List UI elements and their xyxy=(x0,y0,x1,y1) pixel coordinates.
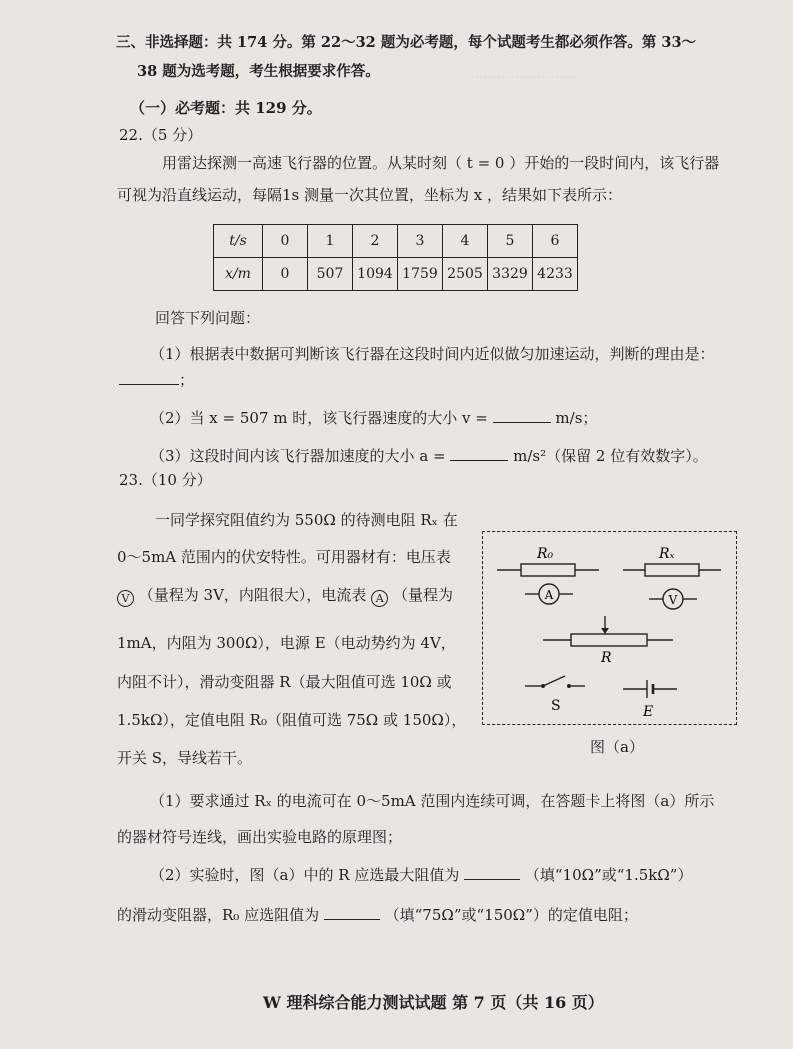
table-cell: 3 xyxy=(398,225,443,258)
q23-p5: 内阻不计），滑动变阻器 R（最大阻值可选 10Ω 或 xyxy=(117,673,452,691)
resistor-rx xyxy=(623,546,721,576)
table-cell: 6 xyxy=(533,225,578,258)
answer-blank[interactable] xyxy=(119,370,179,385)
label-s: S xyxy=(551,698,561,714)
resistor-r0 xyxy=(497,546,599,576)
q23-p1: 一同学探究阻值约为 550Ω 的待测电阻 Rₓ 在 xyxy=(155,511,458,529)
switch-s xyxy=(525,676,585,714)
q23-part1-b: 的器材符号连线，画出实验电路的原理图； xyxy=(117,828,403,846)
table-cell: 4233 xyxy=(533,258,578,291)
q23-p3 xyxy=(117,585,453,607)
answer-blank[interactable] xyxy=(493,408,551,423)
q23-p6: 1.5kΩ），定值电阻 R₀（阻值可选 75Ω 或 150Ω）， xyxy=(117,711,467,729)
table-cell: 2 xyxy=(353,225,398,258)
q22-part2-text: （2）当 x = 507 m 时，该飞行器速度的大小 v = xyxy=(150,409,488,427)
q23-p4: 1mA，内阻为 300Ω），电源 E（电动势约为 4V， xyxy=(117,634,456,652)
table-cell: 1759 xyxy=(398,258,443,291)
label-rx: Rₓ xyxy=(659,546,675,562)
table-cell: 5 xyxy=(488,225,533,258)
q23-number: 23.（10 分） xyxy=(119,471,212,489)
section-header: 三、非选择题：共 174 分。第 22～32 题为必考题，每个试题考生都必须作答。第 33～ xyxy=(116,34,697,51)
table-cell: 3329 xyxy=(488,258,533,291)
q23-part1-a: （1）要求通过 Rₓ 的电流可在 0～5mA 范围内连续可调，在答题卡上将图（a）所示 xyxy=(150,792,715,810)
q22-part3-text: （3）这段时间内该飞行器加速度的大小 a = xyxy=(150,447,446,465)
table-cell: 507 xyxy=(308,258,353,291)
q23-part2-c: 的滑动变阻器，R₀ 应选阻值为 xyxy=(117,906,320,924)
q22-intro-1: 用雷达探测一高速飞行器的位置。从某时刻（ t = 0 ）开始的一段时间内，该飞行器 xyxy=(162,154,720,172)
q23-part2-d: （填“75Ω”或“150Ω”）的定值电阻； xyxy=(384,906,638,924)
q22-data-table xyxy=(213,224,578,291)
answer-blank[interactable] xyxy=(324,905,380,920)
table-cell: 1094 xyxy=(353,258,398,291)
q22-part1-end: ； xyxy=(179,371,195,389)
table-row-position xyxy=(214,258,578,291)
q23-part2-line1 xyxy=(150,865,692,885)
answer-blank[interactable] xyxy=(450,446,508,461)
figure-caption: 图（a） xyxy=(590,738,644,756)
q22-part3-unit: m/s²（保留 2 位有效数字）。 xyxy=(513,447,708,465)
q22-part3 xyxy=(150,446,708,466)
label-e: E xyxy=(643,704,654,720)
table-cell: 0 xyxy=(263,225,308,258)
ammeter xyxy=(525,584,573,604)
circuit-components-svg xyxy=(483,532,736,724)
label-v: V xyxy=(668,593,678,607)
q23-p3b-text: （量程为 xyxy=(393,586,454,604)
q22-number: 22.（5 分） xyxy=(119,126,203,144)
circuit-figure xyxy=(482,531,737,725)
q23-p2: 0～5mA 范围内的伏安特性。可用器材有：电压表 xyxy=(117,548,451,566)
q22-answer-prompt: 回答下列问题： xyxy=(155,309,261,327)
q23-part2-line2 xyxy=(117,905,638,925)
table-header-x: x/m xyxy=(214,258,263,291)
bleed-through: ························ xyxy=(470,70,577,86)
q22-part1: （1）根据表中数据可判断该飞行器在这段时间内近似做匀加速运动，判断的理由是： xyxy=(150,345,715,363)
voltmeter-symbol: V xyxy=(117,590,134,607)
q23-part2-b: （填“10Ω”或“1.5kΩ”） xyxy=(524,866,693,884)
voltmeter xyxy=(649,589,697,609)
label-r0: R₀ xyxy=(537,546,554,562)
table-cell: 2505 xyxy=(443,258,488,291)
table-header-t: t/s xyxy=(214,225,263,258)
section-header-cont: 38 题为选考题，考生根据要求作答。 xyxy=(137,63,380,80)
q22-intro-2: 可视为沿直线运动，每隔1s 测量一次其位置，坐标为 x ，结果如下表所示： xyxy=(117,186,623,204)
table-cell: 0 xyxy=(263,258,308,291)
answer-blank[interactable] xyxy=(464,865,520,880)
q23-p3-text: （量程为 3V，内阻很大），电流表 xyxy=(138,586,367,604)
q23-p7: 开关 S，导线若干。 xyxy=(117,749,253,767)
q22-part2 xyxy=(150,408,597,428)
table-row-time xyxy=(214,225,578,258)
page-footer: W 理科综合能力测试试题 第 7 页（共 16 页） xyxy=(263,993,604,1012)
battery-e xyxy=(623,680,677,720)
q23-part2-a: （2）实验时，图（a）中的 R 应选最大阻值为 xyxy=(150,866,460,884)
q22-part1-answer-line xyxy=(119,370,194,390)
label-r: R xyxy=(601,650,612,666)
table-cell: 4 xyxy=(443,225,488,258)
ammeter-symbol: A xyxy=(371,590,388,607)
q22-part2-unit: m/s； xyxy=(555,409,598,427)
required-part-heading: （一）必考题：共 129 分。 xyxy=(130,99,322,117)
label-a: A xyxy=(544,588,554,602)
rheostat-r xyxy=(543,616,673,666)
table-cell: 1 xyxy=(308,225,353,258)
